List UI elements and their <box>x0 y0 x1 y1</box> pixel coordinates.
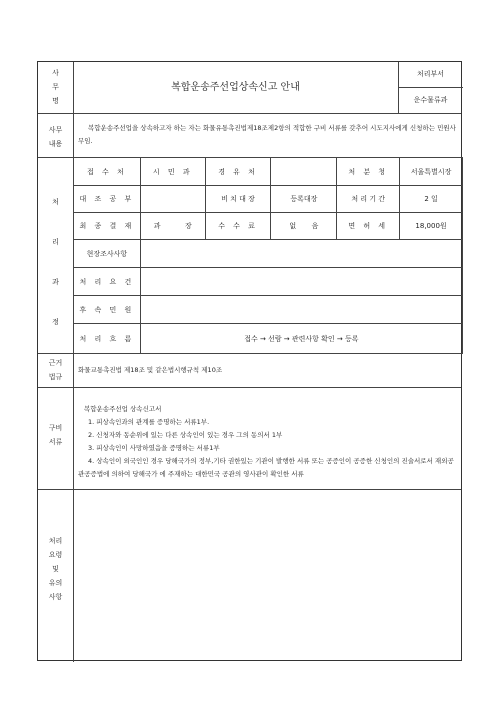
process-row <box>74 240 463 268</box>
process-row <box>74 158 463 186</box>
documents-label: 구비 서류 <box>48 424 63 446</box>
document-item: 4. 상속인이 외국인인 경우 당해국가의 정부,기타 권한있는 기관이 발행한 서류 또는 공증인이 공증한 신청인의 진술서로서 재외공관공증법에 의하여 당해국가 에 주재하는 대한민국 공관의 영사관이 확인한 서류 <box>78 457 454 478</box>
documents-title: 복합운송주선업 상속신고서 <box>84 405 162 413</box>
cell-value <box>140 296 462 324</box>
cell-value: 서울특별시장 <box>400 158 463 186</box>
cell-label: 처 리 요 건 <box>74 268 141 296</box>
process-flow: 접수 → 선람 → 관련사항 확인 → 등록 <box>140 324 462 354</box>
cell-label: 면 허 세 <box>337 213 400 240</box>
basis-text: 화물교통촉진법 제18조 및 같은법시행규칙 제10조 <box>78 366 223 374</box>
document-item: 3. 피상속인이 사망하였음을 증명하는 서류1부 <box>88 444 220 452</box>
process-row <box>74 186 463 213</box>
page-title: 복합운송주선업상속신고 안내 <box>171 82 300 93</box>
dept-value: 운수물류과 <box>413 96 448 104</box>
cell-label: 비 치 대 장 <box>205 186 271 213</box>
cell-value: 등록대장 <box>271 186 337 213</box>
process-row <box>74 213 463 240</box>
process-row <box>74 324 463 354</box>
cell-value: 없 음 <box>271 213 337 240</box>
cell-value: 18,000원 <box>400 213 463 240</box>
cell-label: 후 속 민 원 <box>74 296 141 324</box>
cell-label: 접 수 처 <box>74 158 141 186</box>
cell-label: 처 리 기 간 <box>337 186 400 213</box>
notes-label: 처리 요령 및 유의 사항 <box>48 537 63 601</box>
process-row <box>74 268 463 296</box>
cell-value <box>140 186 205 213</box>
description-label: 사무 내용 <box>48 126 63 148</box>
process-table <box>73 157 463 354</box>
cell-value <box>140 268 462 296</box>
cell-value: 시 민 과 <box>140 158 205 186</box>
document-item: 2. 신청자와 동순위에 있는 다른 상속인이 있는 경우 그의 동의서 1부 <box>88 431 283 439</box>
cell-label: 수 수 료 <box>205 213 271 240</box>
description-text: 복합운송주선업을 상속하고자 하는 자는 화물유통촉진법제18조제2항의 적합한 구비 서류를 갖추어 시도지사에게 신청하는 민원사무임. <box>78 124 456 145</box>
cell-label: 처 분 청 <box>337 158 400 186</box>
process-row <box>74 296 463 324</box>
process-label: 처 리 과 정 <box>52 198 59 326</box>
cell-label: 현장조사사항 <box>74 240 141 268</box>
cell-value: 2 일 <box>400 186 463 213</box>
cell-value <box>140 240 462 268</box>
form-sheet <box>37 61 462 661</box>
cell-label: 처 리 흐 름 <box>74 324 141 354</box>
header-side-label: 사 무 명 <box>52 69 59 105</box>
dept-label: 처리부서 <box>416 70 445 78</box>
cell-label: 경 유 처 <box>205 158 271 186</box>
basis-label: 근거 법규 <box>48 359 63 381</box>
cell-label: 대 조 공 부 <box>74 186 141 213</box>
cell-value <box>271 158 337 186</box>
document-item: 1. 피상속인과의 관계를 증명하는 서류1부. <box>88 418 210 426</box>
cell-label: 최 종 결 재 <box>74 213 141 240</box>
cell-value: 과 장 <box>140 213 205 240</box>
